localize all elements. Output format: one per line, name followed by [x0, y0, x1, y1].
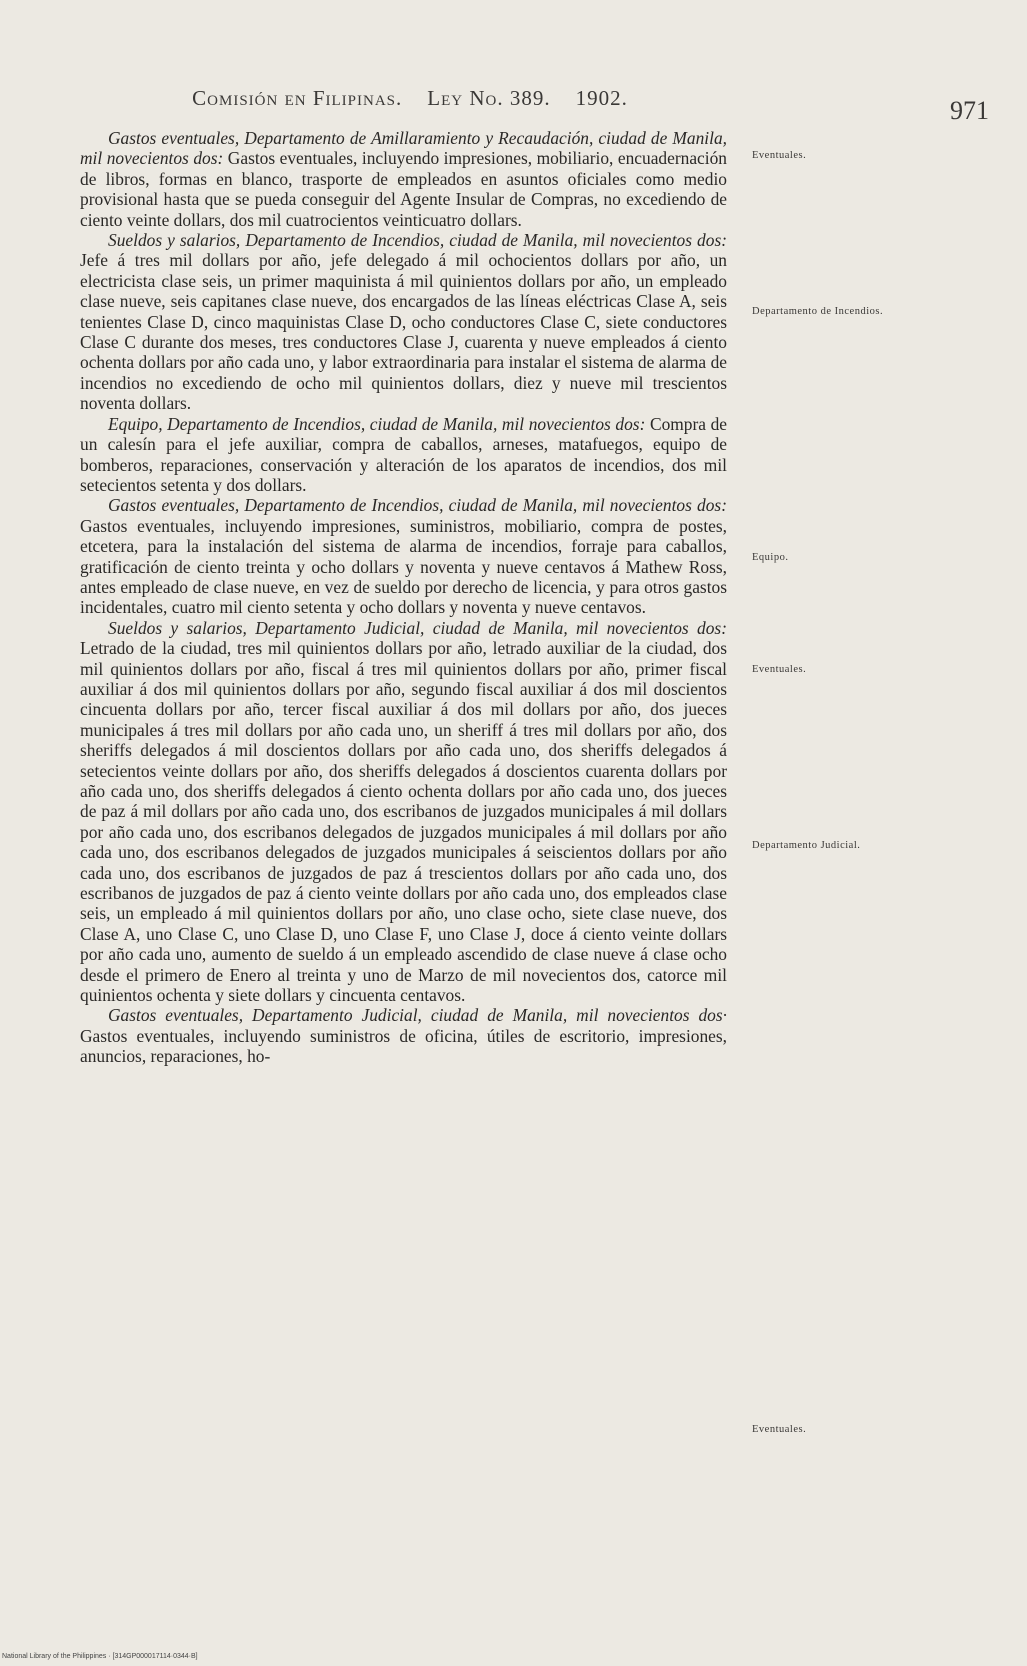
header-law: Ley No. 389. — [427, 86, 551, 110]
paragraph-heading: Gastos eventuales, Departamento Judicial, ciudad de Manila, mil novecientos dos· — [108, 1005, 727, 1026]
paragraph-text: Compra de un calesín para el jefe auxiliar, compra de caballos, arneses, matafuegos, equipo de bomberos, reparaciones, conservación y alteración de los aparatos de incendios, dos mil setecientos setenta y dos dollars. — [80, 413, 728, 495]
paragraph-text: Gastos eventuales, incluyendo impresiones, mobiliario, encuadernación de libros, formas en blanco, trasporte de empleados en asuntos oficiales como medio provisional hasta que se pueda conseguir del Agente Insular de Compras, no excediendo de ciento veinte dollars, dos mil cuatrocientos veinticuatro dollars. — [80, 148, 727, 230]
paragraph-heading: Equipo, Departamento de Incendios, ciudad de Manila, mil novecientos dos: — [108, 413, 646, 434]
paragraph-heading: Gastos eventuales, Departamento de Incendios, ciudad de Manila, mil novecientos dos: — [108, 495, 727, 516]
margin-note-eventuales: Eventuales. — [752, 150, 807, 161]
paragraph-heading: Sueldos y salarios, Departamento de Incendios, ciudad de Manila, mil novecientos dos: — [108, 230, 727, 251]
paragraph-heading: Gastos eventuales, Departamento de Amillaramiento y Recaudación, ciudad de Manila, mil novecientos dos: — [80, 128, 727, 169]
margin-note-departamento-judicial: Departamento Judicial. — [752, 840, 861, 851]
margin-note-eventuales: Eventuales. — [752, 1424, 807, 1435]
paragraph-text: Jefe á tres mil dollars por año, jefe delegado á mil ochocientos dollars por año, un electricista clase seis, un primer maquinista á mil quinientos dollars por año, un empleado clase nueve, seis capitanes clase nueve, dos encargados de las líneas eléctricas Clase A, seis tenientes Clase D, cinco maquinistas Clase D, ocho conductores Clase C, siete conductores Clase C durante dos meses, tres conductores Clase J, cuarenta y nueve empleados á ciento ochenta dollars por año cada uno, y labor extraordinaria para instalar el sistema de alarma de incendios no excediendo de ocho mil quinientos dollars, diez y nueve mil trescientos noventa dollars. — [80, 250, 727, 414]
paragraph-incendios-sueldos — [80, 230, 727, 414]
paragraph-text: Letrado de la ciudad, tres mil quinientos dollars por año, letrado auxiliar de la ciudad, dos mil quinientos dollars por año, fiscal á tres mil quinientos dollars por año, primer fiscal auxiliar á dos mil quinientos dollars por año, segundo fiscal auxiliar á dos mil doscientos cincuenta dollars por año, tercer fiscal auxiliar á dos mil dollars por año, dos jueces municipales á tres mil dollars por año cada uno, un sheriff á tres mil dollars por año, dos sheriffs delegados á mil doscientos dollars por año cada uno, dos sheriffs delegados á setecientos veinte dollars por año, dos sheriffs delegados á doscientos cuarenta dollars por año cada uno, dos sheriffs delegados á ciento ochenta dollars por año cada uno, dos jueces de paz á mil dollars por año cada uno, dos escribanos de juzgados municipales á mil dollars por año cada uno, dos escribanos delegados de juzgados municipales á mil dollars por año cada uno, dos escribanos delegados de juzgados municipales á seiscientos dollars por año cada uno, dos escribanos de juzgados de paz á trescientos dollars por año cada uno, dos escribanos de juzgados de paz á ciento veinte dollars por año cada uno, dos empleados clase seis, un empleado á mil quinientos dollars por año, uno clase ocho, siete clase nueve, dos Clase A, uno Clase C, uno Clase D, uno Clase F, uno Clase J, doce á ciento veinte dollars por año cada uno, aumento de sueldo á un empleado ascendido de clase nueve á clase ocho desde el primero de Enero al treinta y uno de Marzo de mil novecientos dos, catorce mil quinientos ochenta y siete dollars y cincuenta centavos. — [80, 638, 727, 1006]
scan-footer: National Library of the Philippines · [314GP000017114·0344·B] — [2, 1653, 198, 1660]
page-number: 971 — [950, 96, 989, 125]
paragraph-text: Gastos eventuales, incluyendo suministros de oficina, útiles de escritorio, impresiones, anuncios, reparaciones, ho- — [80, 1025, 727, 1067]
paragraph-text: Gastos eventuales, incluyendo impresiones, suministros, mobiliario, compra de postes, etcetera, para la instalación del sistema de alarma de incendios, forraje para caballos, gratificación de ciento treinta y ocho dollars y noventa y nueve centavos á Mathew Ross, antes empleado de clase nueve, en vez de sueldo por derecho de licencia, y para otros gastos incidentales, cuatro mil ciento setenta y ocho dollars y noventa y nueve centavos. — [80, 515, 727, 618]
header-year: 1902. — [575, 86, 628, 110]
header-commission: Comisión en Filipinas. — [192, 86, 403, 110]
paragraph-incendios-equipo — [80, 414, 727, 496]
body-text — [80, 128, 727, 1067]
margin-note-eventuales: Eventuales. — [752, 664, 807, 675]
paragraph-judicial-sueldos — [80, 618, 727, 1006]
running-header — [150, 86, 670, 111]
margin-note-departamento-incendios: Departamento de Incendios. — [752, 306, 884, 317]
margin-note-equipo: Equipo. — [752, 552, 789, 563]
paragraph-heading: Sueldos y salarios, Departamento Judicial, ciudad de Manila, mil novecientos dos: — [108, 617, 727, 638]
paragraph-judicial-eventuales — [80, 1005, 727, 1066]
paragraph-amillaramiento-eventuales — [80, 128, 727, 230]
paragraph-incendios-eventuales — [80, 495, 727, 617]
